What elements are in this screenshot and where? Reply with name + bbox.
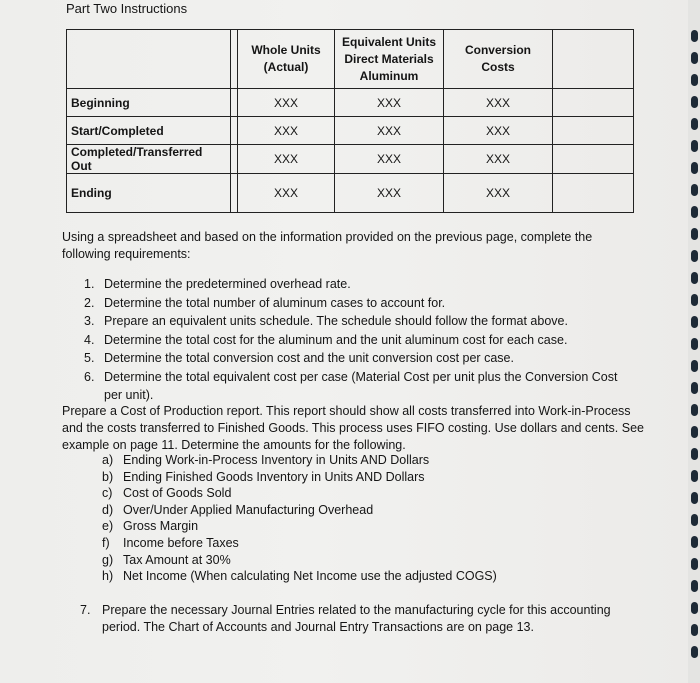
header-extra-cell: [553, 30, 634, 89]
item-letter: g): [102, 552, 114, 567]
materials-value: XXX: [335, 174, 444, 213]
binding-ring: [691, 558, 698, 570]
binding-ring: [691, 404, 698, 416]
item-number: 1.: [84, 277, 95, 291]
binding-ring: [691, 338, 698, 350]
item-letter: b): [102, 469, 114, 484]
binding-ring: [691, 228, 698, 240]
binding-ring: [691, 52, 698, 64]
header-equivalent-units: Equivalent Units: [341, 34, 436, 49]
item-text: Over/Under Applied Manufacturing Overhead: [123, 502, 374, 517]
paragraph-line: Prepare a Cost of Production report. This report should show all costs transferred into Work-in-Process: [62, 404, 631, 418]
requirements-list: [84, 275, 644, 405]
table-row: [67, 89, 634, 117]
item-letter: c): [102, 486, 113, 501]
header-conversion-costs: [444, 30, 553, 89]
item-number: 6.: [84, 369, 95, 384]
item-letter: d): [102, 502, 114, 517]
whole-units-value: XXX: [238, 89, 335, 117]
conversion-value: XXX: [444, 117, 553, 145]
conversion-value: XXX: [444, 145, 553, 174]
item-number: 3.: [84, 314, 95, 328]
binding-ring: [691, 602, 698, 614]
binding-ring: [691, 294, 698, 306]
whole-units-value: XXX: [238, 145, 335, 174]
item-letter: e): [102, 519, 114, 534]
column-gap: [231, 117, 238, 145]
table-row: [67, 117, 634, 145]
item-text: Prepare an equivalent units schedule. The schedule should follow the format above.: [104, 314, 568, 328]
list-item: [84, 294, 644, 313]
item-text: Determine the total equivalent cost per case (Material Cost per unit plus the Conversion Cost: [104, 369, 618, 384]
list-item: [102, 502, 497, 519]
header-conversion-line2: Costs: [481, 60, 515, 74]
header-direct-materials: [335, 30, 444, 89]
materials-value: XXX: [335, 145, 444, 174]
item-letter: a): [102, 453, 114, 467]
binding-ring: [691, 448, 698, 460]
binding-ring: [691, 492, 698, 504]
column-gap: [231, 89, 238, 117]
intro-line: Using a spreadsheet and based on the information provided on the previous page, complete the: [62, 230, 593, 244]
column-gap: [231, 174, 238, 213]
item7-line: period. The Chart of Accounts and Journal Entry Transactions are on page 13.: [102, 620, 534, 634]
binding-ring: [691, 536, 698, 548]
list-item: [84, 349, 644, 368]
binding-ring: [691, 272, 698, 284]
list-item: [84, 331, 644, 350]
binding-ring: [691, 514, 698, 526]
conversion-value: XXX: [444, 174, 553, 213]
list-item: [102, 535, 497, 552]
binding-ring: [691, 162, 698, 174]
binding-ring: [691, 74, 698, 86]
item-text: Net Income (When calculating Net Income use the adjusted COGS): [123, 569, 497, 584]
row-label: Ending: [67, 174, 231, 213]
paragraph-line: example on page 11. Determine the amounts for the following.: [62, 438, 406, 452]
binding-ring: [691, 580, 698, 592]
amounts-list: [102, 452, 497, 585]
item-number: 5.: [84, 351, 95, 365]
header-direct-materials-line2: Aluminum: [359, 68, 419, 83]
item-text: Cost of Goods Sold: [123, 486, 232, 501]
binding-ring: [691, 206, 698, 218]
table-header-row: [67, 30, 634, 89]
binding-ring: [691, 382, 698, 394]
paragraph-line: and the costs transferred to Finished Goods. This process uses FIFO costing. Use dollars and cents. See: [62, 421, 644, 435]
item-text: Ending Finished Goods Inventory in Units AND Dollars: [123, 469, 425, 484]
item-number: 2.: [84, 295, 95, 310]
binding-ring: [691, 426, 698, 438]
header-whole-units-line2: (Actual): [263, 60, 309, 74]
header-conversion-line1: Conversion: [464, 43, 531, 57]
item7-text: [80, 602, 660, 636]
binding-ring: [691, 140, 698, 152]
item-text: Determine the total number of aluminum cases to account for.: [104, 295, 446, 310]
item-number: 4.: [84, 332, 95, 347]
row-label: Beginning: [67, 89, 231, 117]
extra-cell: [553, 117, 634, 145]
whole-units-value: XXX: [238, 117, 335, 145]
binding-ring: [691, 184, 698, 196]
item-text: Determine the total conversion cost and the unit conversion cost per case.: [104, 351, 514, 365]
extra-cell: [553, 145, 634, 174]
item-text-continued: per unit).: [104, 388, 154, 402]
column-gap: [231, 30, 238, 89]
extra-cell: [553, 89, 634, 117]
column-gap: [231, 145, 238, 174]
item-text: Gross Margin: [123, 519, 199, 534]
conversion-value: XXX: [444, 89, 553, 117]
header-whole-units-line1: Whole Units: [251, 43, 321, 57]
binding-ring: [691, 118, 698, 130]
intro-paragraph: [62, 229, 652, 263]
list-item: [84, 312, 644, 331]
whole-units-value: XXX: [238, 174, 335, 213]
intro-line: following requirements:: [62, 247, 191, 261]
list-item: [84, 275, 644, 294]
list-item: [102, 452, 497, 469]
item-letter: f): [102, 535, 110, 550]
binding-ring: [691, 646, 698, 658]
list-item: [102, 552, 497, 569]
binding-ring: [691, 30, 698, 42]
equivalent-units-table: [66, 29, 634, 213]
list-item: [102, 485, 497, 502]
item-number: 7.: [80, 603, 91, 617]
item-letter: h): [102, 569, 114, 584]
table-row: [67, 174, 634, 213]
row-label: Start/Completed: [67, 117, 231, 145]
materials-value: XXX: [335, 89, 444, 117]
journal-entries-item: [80, 602, 660, 636]
header-empty-cell: [67, 30, 231, 89]
item-text: Determine the predetermined overhead rate.: [104, 277, 351, 291]
binding-ring: [691, 624, 698, 636]
binding-ring: [691, 96, 698, 108]
page-title: Part Two Instructions: [66, 1, 188, 16]
list-item: [102, 568, 497, 585]
binding-ring: [691, 360, 698, 372]
binding-ring: [691, 316, 698, 328]
list-item: [102, 469, 497, 486]
list-item: [84, 368, 644, 405]
table-row: [67, 145, 634, 174]
binding-ring: [691, 250, 698, 262]
item-text: Determine the total cost for the aluminum and the unit aluminum cost for each case.: [104, 332, 568, 347]
header-direct-materials-line1: Direct Materials: [344, 51, 434, 66]
item-text: Ending Work-in-Process Inventory in Units AND Dollars: [123, 453, 430, 467]
item-text: Income before Taxes: [123, 535, 239, 550]
item-text: Tax Amount at 30%: [123, 552, 231, 567]
binding-ring: [691, 470, 698, 482]
spiral-binding: [688, 0, 700, 683]
row-label: Completed/Transferred Out: [67, 145, 231, 174]
extra-cell: [553, 174, 634, 213]
header-whole-units: [238, 30, 335, 89]
materials-value: XXX: [335, 117, 444, 145]
cost-report-paragraph: [62, 403, 662, 454]
list-item: [102, 518, 497, 535]
item7-line: Prepare the necessary Journal Entries related to the manufacturing cycle for this accounting: [102, 603, 611, 617]
